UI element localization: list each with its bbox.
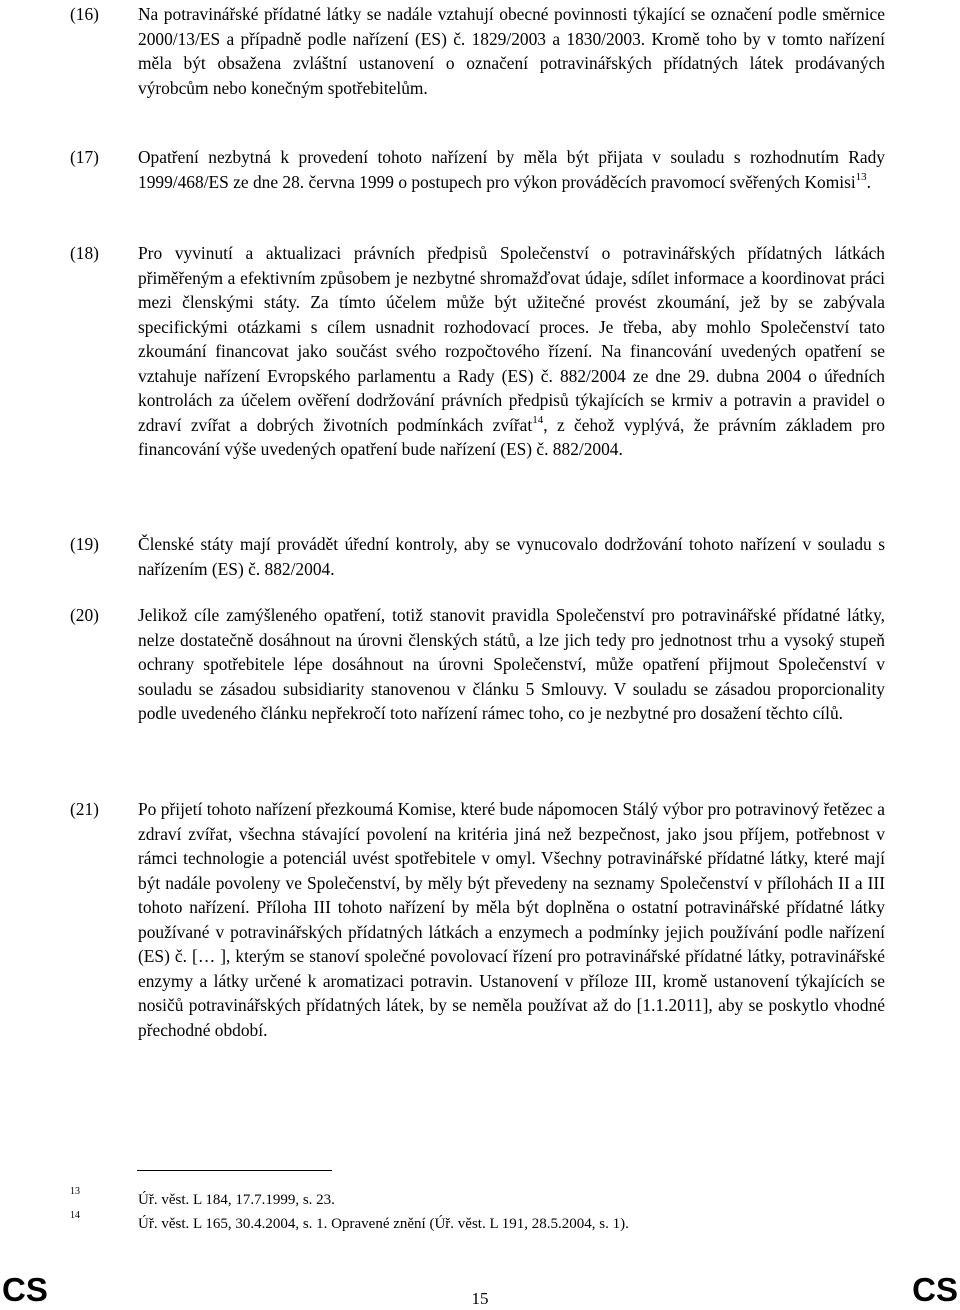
footnote-ref-14: 14	[532, 413, 544, 426]
language-code-left: CS	[2, 1271, 48, 1308]
recital-20	[70, 603, 885, 726]
footnote-text: Úř. věst. L 184, 17.7.1999, s. 23.	[138, 1192, 335, 1208]
recital-text: Členské státy mají provádět úřední kontroly, aby se vynucovalo dodržování tohoto nařízení v souladu s nařízením (ES) č. 882/2004.	[138, 534, 885, 579]
footnote-13	[70, 1186, 885, 1210]
footnote-separator	[137, 1170, 332, 1171]
footnotes	[70, 1186, 885, 1238]
footnote-number: 13	[70, 1186, 80, 1197]
footnote-14	[70, 1210, 885, 1234]
language-code-right: CS	[912, 1271, 958, 1308]
recital-number: (18)	[70, 243, 99, 263]
recital-17	[70, 145, 885, 194]
recital-number: (17)	[70, 147, 99, 167]
recital-text: Po přijetí tohoto nařízení přezkoumá Komise, které bude nápomocen Stálý výbor pro potravinový řetězec a zdraví zvířat, všechna stávající povolení na kritéria jiná než bezpečnost, jako jsou příjem, potřebnost v rámci technologie a potenciál uvést spotřebitele v omyl. Všechny potravinářské přídatné látky, které mají být nadále povoleny ve Společenství, by měly být převedeny na seznamy Společenství v přílohách II a III tohoto nařízení. Příloha III tohoto nařízení by měla být doplněna o ostatní potravinářské přídatné látky používané v potravinářských přídatných látkách a enzymech a podmínky jejich používání podle nařízení (ES) č. [… ], kterým se stanoví společné povolovací řízení pro potravinářské přídatné látky, potravinářské enzymy a látky určené k aromatizaci potravin. Ustanovení v příloze III, kromě ustanovení týkajících se nosičů potravinářských přídatných látek, by se neměla používat až do [1.1.2011], aby se poskytlo vhodné přechodné období.	[138, 799, 885, 1040]
recital-number: (19)	[70, 534, 99, 554]
recital-number: (21)	[70, 799, 99, 819]
page-number: 15	[471, 1289, 489, 1308]
footnote-ref-13: 13	[855, 170, 867, 183]
recital-text: Na potravinářské přídatné látky se nadále vztahují obecné povinnosti týkající se označení podle směrnice 2000/13/ES a případně podle nařízení (ES) č. 1829/2003 a 1830/2003. Kromě toho by v tomto nařízení měla být obsažena zvláštní ustanovení o označení potravinářských přídatných látek prodávaných výrobcům nebo konečným spotřebitelům.	[138, 4, 885, 98]
recital-text: Opatření nezbytná k provedení tohoto nařízení by měla být přijata v souladu s rozhodnutím Rady 1999/468/ES ze dne 28. června 1999 o postupech pro výkon prováděcích pravomocí svěřených Komisi$^{13}$.	[138, 147, 885, 192]
recital-text: Jelikož cíle zamýšleného opatření, totiž stanovit pravidla Společenství pro potravinářské přídatné látky, nelze dostatečně dosáhnout na úrovni členských států, a lze jich tedy pro jednotnost trhu a vysoký stupeň ochrany spotřebitele lépe dosáhnout na úrovni Společenství, může opatření přijmout Společenství v souladu se zásadou subsidiarity stanovenou v článku 5 Smlouvy. V souladu se zásadou proporcionality podle uvedeného článku nepřekročí toto nařízení rámec toho, co je nezbytné pro dosažení těchto cílů.	[138, 605, 885, 723]
recital-text: Pro vyvinutí a aktualizaci právních předpisů Společenství o potravinářských přídatných látkách přiměřeným a efektivním způsobem je nezbytné shromažďovat údaje, sdílet informace a koordinovat práci mezi členskými státy. Za tímto účelem může být užitečné provést zkoumání, jež by se zabývala specifickými otázkami s cílem usnadnit rozhodovací proces. Je třeba, aby mohlo Společenství tato zkoumání financovat jako součást svého rozpočtového řízení. Na financování uvedených opatření se vztahuje nařízení Evropského parlamentu a Rady (ES) č. 882/2004 ze dne 29. dubna 2004 o úředních kontrolách za účelem ověření dodržování právních předpisů týkajících se krmiv a potravin a pravidel o zdraví zvířat a dobrých životních podmínkách zvířat$^{14}$, z čehož vyplývá, že právním základem pro financování výše uvedených opatření bude nařízení (ES) č. 882/2004.	[138, 243, 885, 459]
recital-21	[70, 797, 885, 1042]
recital-16	[70, 2, 885, 100]
recital-number: (20)	[70, 605, 99, 625]
recital-number: (16)	[70, 4, 99, 24]
recital-19	[70, 532, 885, 581]
recital-18	[70, 241, 885, 462]
footnote-number: 14	[70, 1210, 80, 1221]
footnote-text: Úř. věst. L 165, 30.4.2004, s. 1. Opravené znění (Úř. věst. L 191, 28.5.2004, s. 1).	[138, 1216, 629, 1232]
